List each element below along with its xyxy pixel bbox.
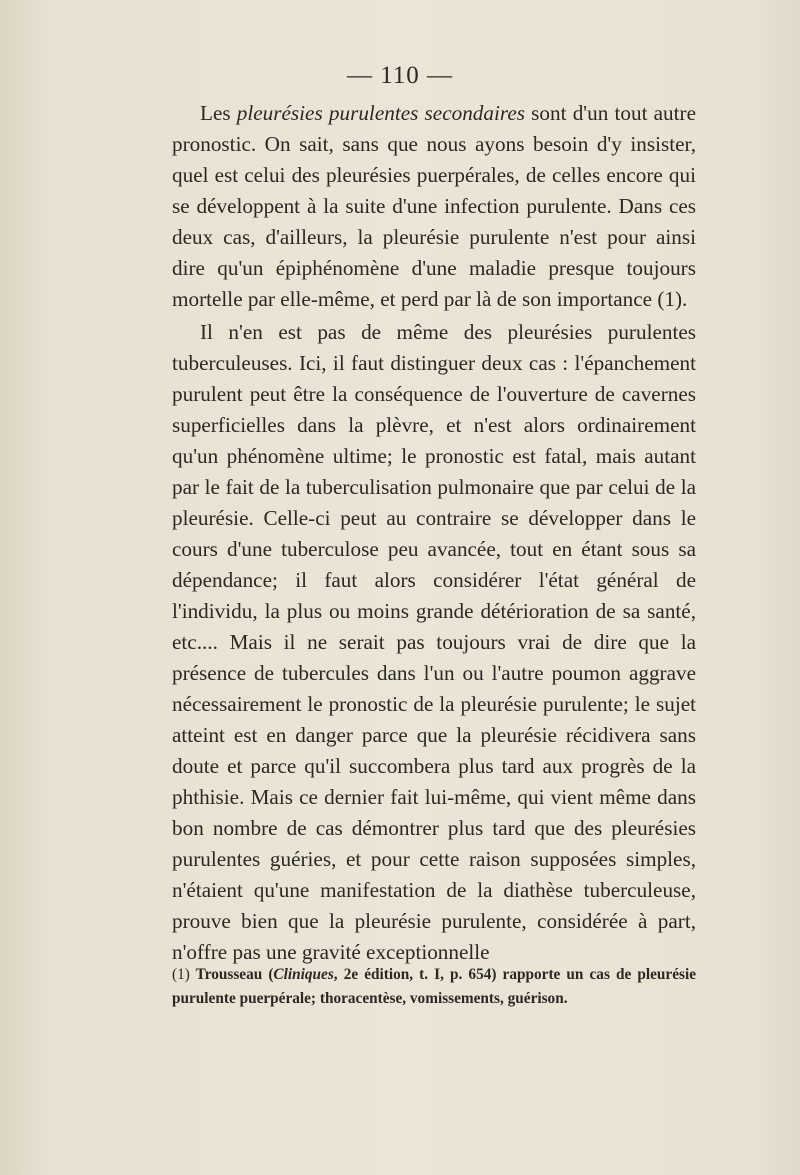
- paragraph-1-italic: pleurésies purulentes secondaires: [236, 101, 525, 125]
- footnote-lead: Trousseau (: [189, 966, 274, 983]
- footnote-mark: (1): [172, 966, 190, 983]
- footnote-rest: , 2e édition, t. I, p. 654) rapporte un cas de pleurésie purulente puerpérale; thoracentèse, vomissements, guérison.: [172, 966, 696, 1007]
- paragraph-1-lead: Les: [200, 101, 237, 125]
- footnote-italic: Cliniques: [273, 966, 334, 983]
- page-number-header: — 110 —: [346, 62, 454, 89]
- paragraph-2: Il n'en est pas de même des pleurésies purulentes tuberculeuses. Ici, il faut distinguer deux cas : l'épanchement purulent peut être la conséquence de l'ouverture de cavernes superficielles dans la plèvre, et n'est alors ordinairement qu'un phénomène ultime; le pronostic est fatal, mais autant par le fait de la tuberculisation pulmonaire que par celui de la pleurésie. Celle-ci peut au contraire se développer dans le cours d'une tuberculose peu avancée, tout en étant sous sa dépendance; il faut alors considérer l'état général de l'individu, la plus ou moins grande détérioration de sa santé, etc.... Mais il ne serait pas toujours vrai de dire que la présence de tubercules dans l'un ou l'autre poumon aggrave nécessairement le pronostic de la pleurésie purulente; le sujet atteint est en danger parce que la pleurésie récidivera sans doute et parce qu'il succombera plus tard aux progrès de la phthisie. Mais ce dernier fait lui-même, qui vient même dans bon nombre de cas démontrer plus tard que des pleurésies purulentes guéries, et pour cette raison supposées simples, n'étaient qu'une manifestation de la diathèse tuberculeuse, prouve bien que la pleurésie purulente, considérée à part, n'offre pas une gravité exceptionnelle: [172, 320, 696, 964]
- paragraph-1: [172, 98, 696, 315]
- main-text: [172, 98, 696, 968]
- paragraph-1-rest: sont d'un tout autre pronostic. On sait, sans que nous ayons besoin d'y insister, quel est celui des pleurésies puerpérales, de celles encore qui se développent à la suite d'une infection purulente. Dans ces deux cas, d'ailleurs, la pleurésie purulente n'est pour ainsi dire qu'un épiphénomène d'une maladie presque toujours mortelle par elle-même, et perd par là de son importance (1).: [172, 101, 697, 311]
- footnote: [172, 963, 696, 1011]
